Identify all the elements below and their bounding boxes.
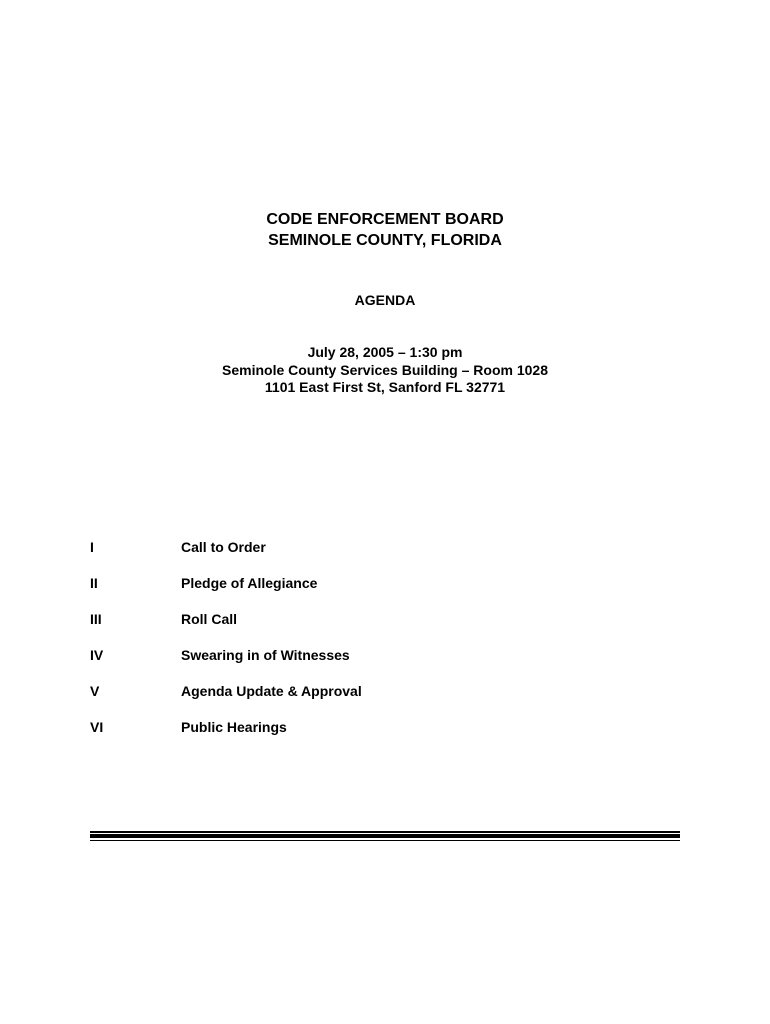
meeting-location: Seminole County Services Building – Room 1028 (222, 361, 548, 378)
agenda-item-numeral: II (90, 575, 98, 591)
agenda-item-numeral: IV (90, 647, 104, 663)
divider-line (90, 840, 680, 842)
agenda-item-numeral: VI (90, 719, 104, 735)
divider-line (90, 831, 680, 833)
agenda-item (90, 575, 690, 611)
agenda-item (90, 719, 690, 755)
agenda-item (90, 683, 690, 719)
agenda-item-label: Pledge of Allegiance (181, 575, 318, 591)
agenda-item-label: Swearing in of Witnesses (181, 647, 350, 663)
board-title: CODE ENFORCEMENT BOARD (266, 211, 504, 228)
divider-line (90, 834, 680, 838)
agenda-heading: AGENDA (354, 292, 416, 308)
agenda-item (90, 611, 690, 647)
agenda-item (90, 539, 690, 575)
agenda-item-label: Public Hearings (181, 719, 287, 735)
county-title: SEMINOLE COUNTY, FLORIDA (268, 232, 502, 249)
meeting-date-time: July 28, 2005 – 1:30 pm (307, 344, 463, 360)
footer-divider (90, 831, 680, 843)
agenda-item-label: Call to Order (181, 539, 266, 555)
board-title-block (0, 209, 770, 251)
agenda-item-label: Agenda Update & Approval (181, 683, 362, 699)
agenda-item-numeral: V (90, 683, 100, 699)
agenda-item-label: Roll Call (181, 611, 238, 627)
agenda-item-numeral: III (90, 611, 102, 627)
agenda-heading-block (0, 290, 770, 311)
meeting-address: 1101 East First St, Sanford FL 32771 (264, 379, 506, 395)
agenda-list (90, 539, 690, 755)
agenda-item-numeral: I (90, 539, 94, 555)
meeting-info (0, 344, 770, 397)
agenda-item (90, 647, 690, 683)
